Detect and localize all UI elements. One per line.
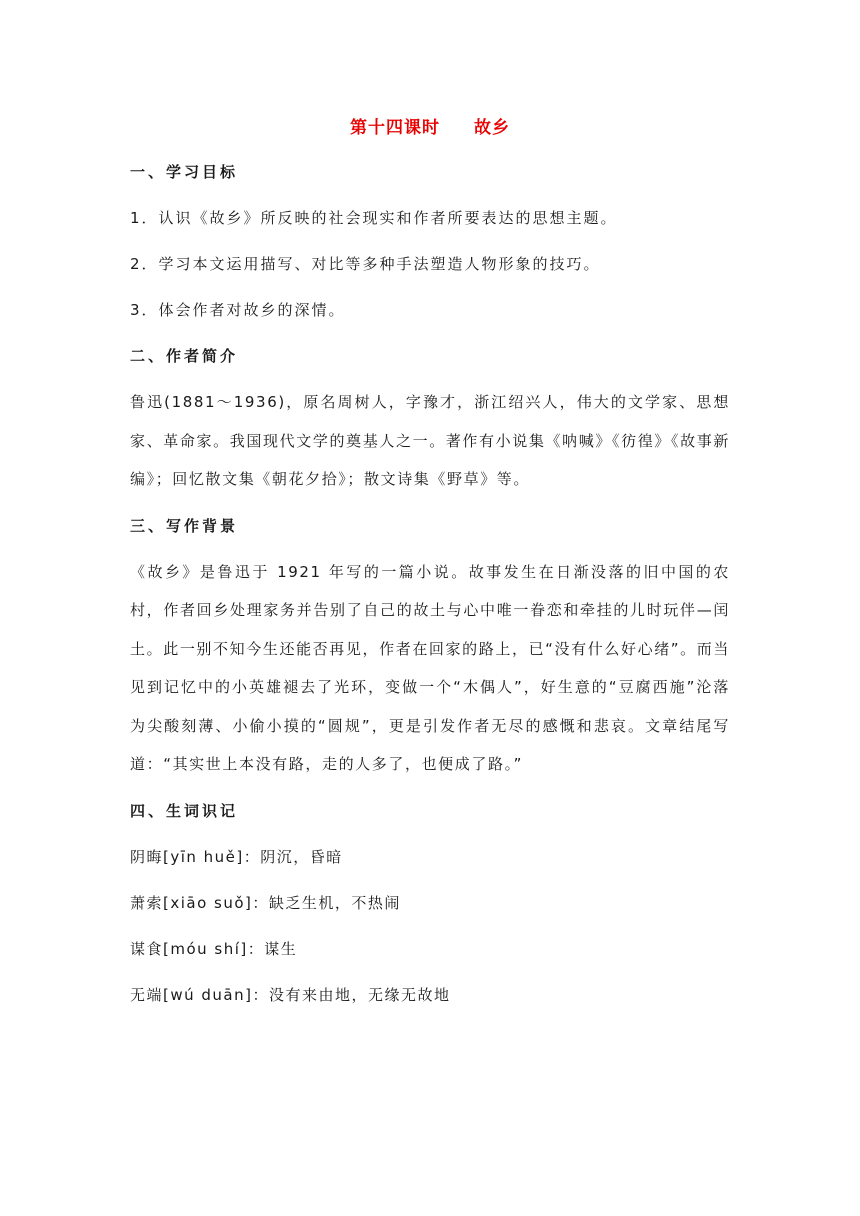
background-paragraph: 《故乡》是鲁迅于 1921 年写的一篇小说。故事发生在日渐没落的旧中国的农村，作者回乡处理家务并告别了自己的故土与心中唯一眷恋和牵挂的儿时玩伴—闰土。此一别不知今生还能否再见，作者在回家的路上，已“没有什么好心绪”。而当见到记忆中的小英雄褪去了光环，变做一个“木偶人”，好生意的“豆腐西施”沦落为尖酸刻薄、小偷小摸的“圆规”，更是引发作者无尽的感慨和悲哀。文章结尾写道：“其实世上本没有路，走的人多了，也便成了路。” [130, 562, 730, 773]
section-heading-vocabulary: 四、生词识记 [130, 801, 239, 820]
vocab-item: 阴晦[yīn huě]：阴沉，昏暗 [130, 847, 343, 866]
author-intro-paragraph: 鲁迅(1881～1936)，原名周树人，字豫才，浙江绍兴人，伟大的文学家、思想家、革命家。我国现代文学的奠基人之一。著作有小说集《呐喊》《彷徨》《故事新编》；回忆散文集《朝花夕拾》；散文诗集《野草》等。 [130, 393, 730, 488]
goal-item: 3．体会作者对故乡的深情。 [130, 301, 346, 319]
lesson-number: 第十四课时 [350, 118, 440, 138]
vocab-item: 谋食[móu shí]：谋生 [130, 939, 298, 958]
lesson-title [0, 116, 860, 140]
section-heading-background: 三、写作背景 [130, 516, 239, 535]
section-heading-goals: 一、学习目标 [130, 163, 239, 181]
vocab-item: 无端[wú duān]：没有来由地，无缘无故地 [130, 985, 451, 1004]
vocab-item: 萧索[xiāo suǒ]：缺乏生机，不热闹 [130, 893, 401, 912]
goal-item: 1．认识《故乡》所反映的社会现实和作者所要表达的思想主题。 [130, 209, 618, 227]
document-body [130, 160, 730, 1029]
goal-item: 2．学习本文运用描写、对比等多种手法塑造人物形象的技巧。 [130, 255, 601, 273]
lesson-name: 故乡 [474, 118, 510, 138]
section-heading-author: 二、作者简介 [130, 347, 239, 365]
